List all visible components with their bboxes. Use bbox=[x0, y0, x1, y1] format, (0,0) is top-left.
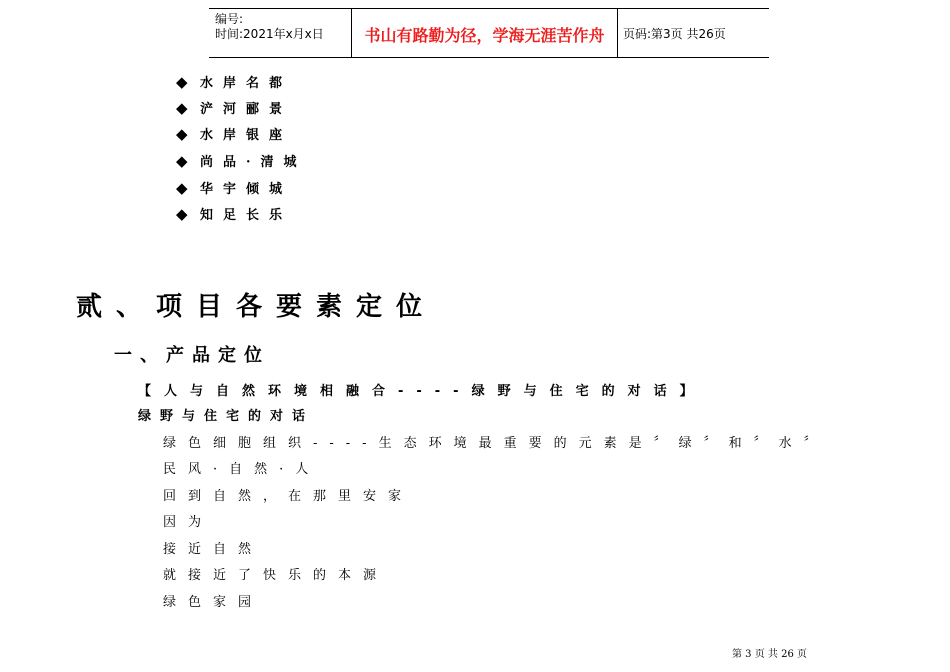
diamond-bullet-icon: ◆ bbox=[176, 73, 188, 91]
motto-text: 书山有路勤为径，学海无涯苦作舟 bbox=[364, 26, 605, 45]
theme-subtitle: 绿野与住宅的对话 bbox=[138, 409, 315, 424]
diamond-bullet-icon: ◆ bbox=[176, 99, 188, 117]
body-line: 绿色家园 bbox=[163, 595, 264, 610]
list-item: ◆ 知足长乐 bbox=[176, 205, 293, 223]
diamond-bullet-icon: ◆ bbox=[176, 125, 188, 143]
theme-line: 【人与自然环境相融合----绿野与住宅的对话】 bbox=[138, 384, 706, 399]
header-page-cell bbox=[617, 9, 769, 57]
diamond-bullet-icon: ◆ bbox=[176, 179, 188, 197]
header-info-cell bbox=[209, 9, 351, 57]
page-footer: 第 3 页 共 26 页 bbox=[732, 649, 807, 660]
code-label: 编号: bbox=[215, 12, 244, 26]
list-item: ◆ 水岸银座 bbox=[176, 125, 293, 143]
body-line: 接近自然 bbox=[163, 542, 264, 557]
body-line: 因为 bbox=[163, 515, 214, 530]
page-number-label: 页码:第3页 共26页 bbox=[623, 27, 726, 41]
time-label: 时间:2021年x月x日 bbox=[215, 27, 324, 41]
list-item: ◆ 华宇倾城 bbox=[176, 179, 293, 197]
list-item: ◆ 水岸名都 bbox=[176, 73, 293, 91]
subsection-title: 一、产品定位 bbox=[114, 345, 270, 366]
body-line: 就接近了快乐的本源 bbox=[163, 568, 389, 583]
list-item: ◆ 浐河郦景 bbox=[176, 99, 293, 117]
diamond-bullet-icon: ◆ bbox=[176, 205, 188, 223]
list-item: ◆ 尚品·清城 bbox=[176, 152, 307, 170]
diamond-bullet-icon: ◆ bbox=[176, 152, 188, 170]
header-motto-cell bbox=[351, 9, 618, 57]
body-line: 绿色细胞组织----生态环境最重要的元素是〞绿〞和〞水〞 bbox=[163, 436, 829, 451]
body-line: 回到自然，在那里安家 bbox=[163, 489, 414, 504]
page-header bbox=[209, 8, 769, 58]
section-title: 贰、项目各要素定位 bbox=[76, 292, 437, 322]
body-line: 民风·自然·人 bbox=[163, 462, 321, 477]
